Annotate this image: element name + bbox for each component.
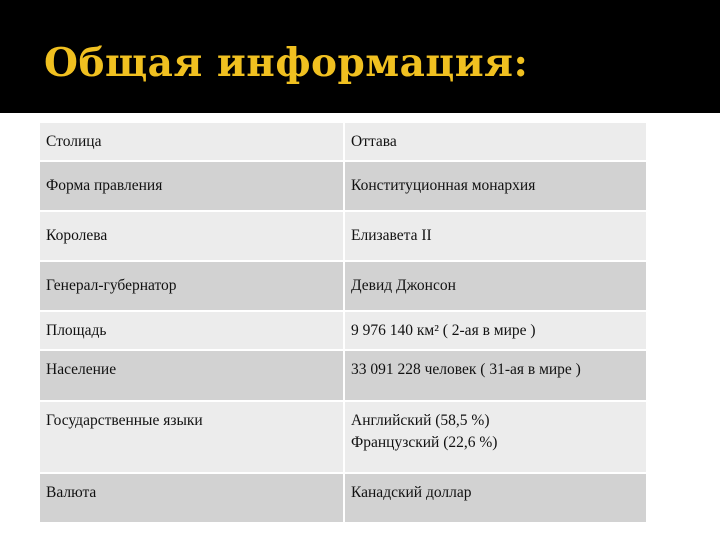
row-value-line: Французский (22,6 %) <box>351 434 498 451</box>
table-row <box>40 473 646 523</box>
slide-title: Общая информация: <box>44 40 529 86</box>
row-label: Валюта <box>40 473 344 523</box>
row-value: Елизавета II <box>344 211 646 261</box>
row-label: Государственные языки <box>40 401 344 473</box>
info-table <box>40 123 646 524</box>
row-label: Столица <box>40 123 344 161</box>
row-label: Площадь <box>40 311 344 350</box>
row-label: Королева <box>40 211 344 261</box>
table-row <box>40 311 646 350</box>
row-value: Девид Джонсон <box>344 261 646 311</box>
title-bar <box>0 0 720 113</box>
row-label: Форма правления <box>40 161 344 211</box>
table-row <box>40 261 646 311</box>
row-label: Население <box>40 350 344 401</box>
table-row <box>40 211 646 261</box>
row-value <box>344 401 646 473</box>
row-value-line: Английский (58,5 %) <box>351 412 490 429</box>
table-row <box>40 161 646 211</box>
row-value: 9 976 140 км² ( 2-ая в мире ) <box>344 311 646 350</box>
table-row <box>40 401 646 473</box>
row-label: Генерал-губернатор <box>40 261 344 311</box>
row-value: Канадский доллар <box>344 473 646 523</box>
table-row <box>40 350 646 401</box>
row-value: Оттава <box>344 123 646 161</box>
row-value: 33 091 228 человек ( 31-ая в мире ) <box>344 350 646 401</box>
table-row <box>40 123 646 161</box>
row-value: Конституционная монархия <box>344 161 646 211</box>
